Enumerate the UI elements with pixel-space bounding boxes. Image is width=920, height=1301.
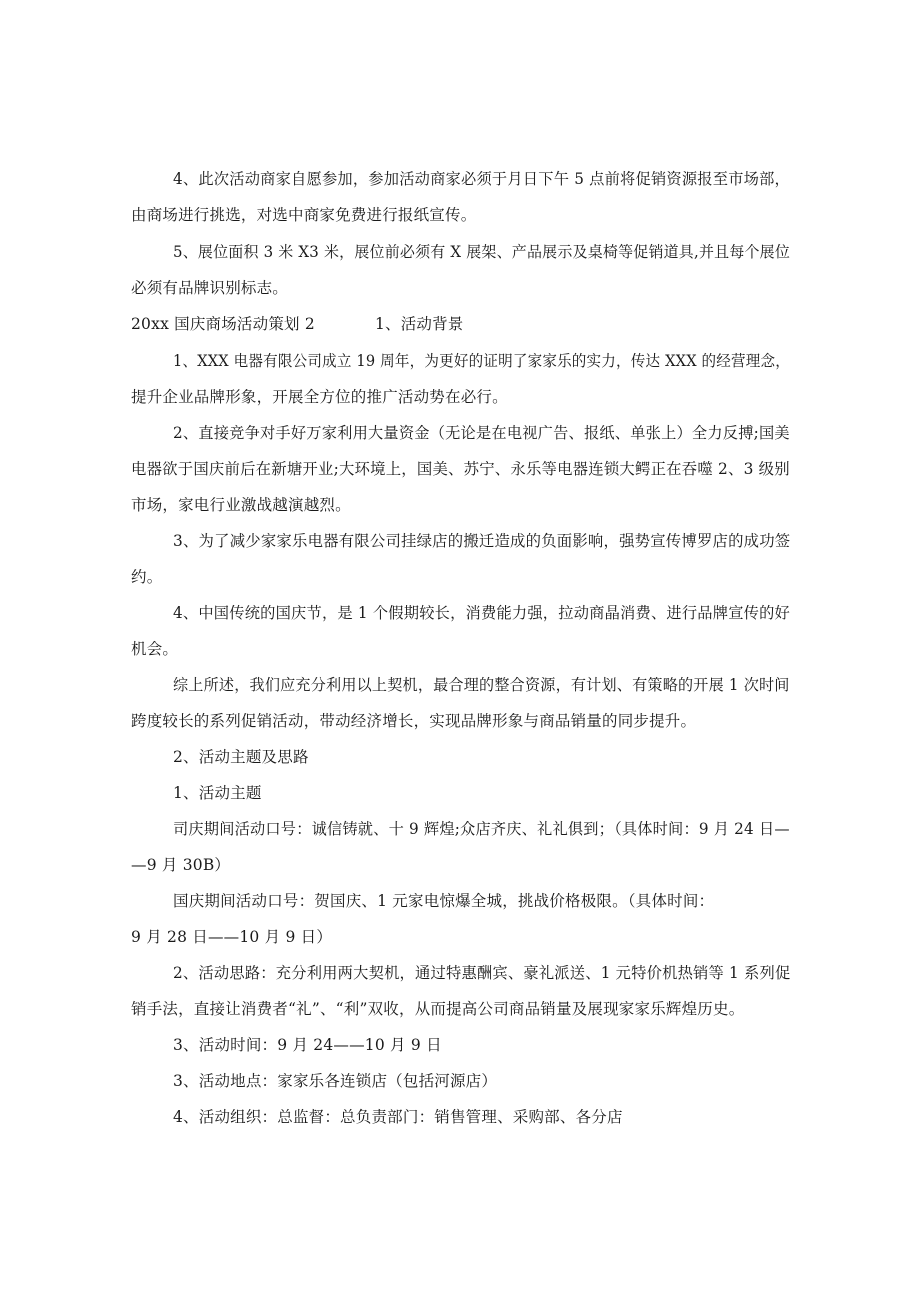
paragraph-line: 3、活动地点：家家乐各连锁店（包括河源店）	[173, 1072, 498, 1090]
paragraph-line: 销手法，直接让消费者“礼”、“利”双收，从而提高公司商品销量及展现家家乐辉煌历史。	[131, 1000, 745, 1018]
paragraph-line: 2、直接竞争对手好万家利用大量资金（无论是在电视广告、报纸、单张上）全力反搏;国美	[173, 424, 790, 442]
paragraph-line: 国庆期间活动口号：贺国庆、1 元家电惊爆全城，挑战价格极限。（具体时间：	[173, 892, 715, 910]
paragraph-line: 1、XXX 电器有限公司成立 19 周年，为更好的证明了家家乐的实力，传达 XXX 的经营理念，	[173, 352, 791, 370]
subsection-heading: 2、活动主题及思路	[173, 748, 309, 766]
paragraph-line: 4、活动组织：总监督：总负责部门：销售管理、采购部、各分店	[173, 1108, 623, 1126]
paragraph-line: 约。	[131, 568, 163, 586]
paragraph-line: 2、活动思路：充分利用两大契机，通过特惠酬宾、豪礼派送、1 元特价机热销等 1 系列促	[173, 964, 791, 982]
paragraph-line: 4、中国传统的国庆节，是 1 个假期较长，消费能力强，拉动商晶消费、进行品牌宣传的好	[173, 604, 791, 622]
paragraph-line: 机会。	[131, 640, 179, 658]
paragraph-line: 3、活动时间：9 月 24——10 月 9 日	[173, 1036, 442, 1054]
subsection-heading: 1、活动主题	[173, 784, 262, 802]
paragraph-line: 司庆期间活动口号：诚信铸就、十 9 辉煌;众店齐庆、礼礼俱到；（具体时间：9 月 24 日—	[173, 820, 790, 838]
section-heading	[131, 314, 464, 334]
paragraph-line: 综上所述，我们应充分利用以上契机，最合理的整合资源，有计划、有策略的开展 1 次时间	[173, 676, 790, 694]
section-title: 20xx 国庆商场活动策划 2	[131, 315, 315, 333]
paragraph-line: —9 月 30B）	[131, 856, 231, 874]
paragraph-line: 由商场进行挑选，对选中商家免费进行报纸宣传。	[131, 206, 477, 224]
paragraph-line: 4、此次活动商家自愿参加，参加活动商家必须于月日下午 5 点前将促销资源报至市场部，	[173, 170, 791, 188]
section-subtitle: 1、活动背景	[374, 315, 464, 333]
paragraph-line: 必须有品牌识别标志。	[131, 279, 289, 297]
paragraph-line: 市场，家电行业激战越演越烈。	[131, 496, 351, 514]
paragraph-line: 电器欲于国庆前后在新塘开业;大环境上，国美、苏宁、永乐等电器连锁大鳄正在吞噬 2、3 级别	[131, 460, 790, 478]
paragraph-line: 跨度较长的系列促销活动，带动经济增长，实现品牌形象与商品销量的同步提升。	[131, 712, 697, 730]
paragraph-line: 提升企业品牌形象，开展全方位的推广活动势在必行。	[131, 388, 508, 406]
paragraph-line: 3、为了减少家家乐电器有限公司挂绿店的搬迁造成的负面影响，强势宣传博罗店的成功签	[173, 532, 791, 550]
paragraph-line: 9 月 28 日——10 月 9 日）	[131, 928, 333, 946]
paragraph-line: 5、展位面积 3 米 X3 米，展位前必须有 X 展架、产品展示及桌椅等促销道具,并且每个展位	[173, 243, 791, 261]
